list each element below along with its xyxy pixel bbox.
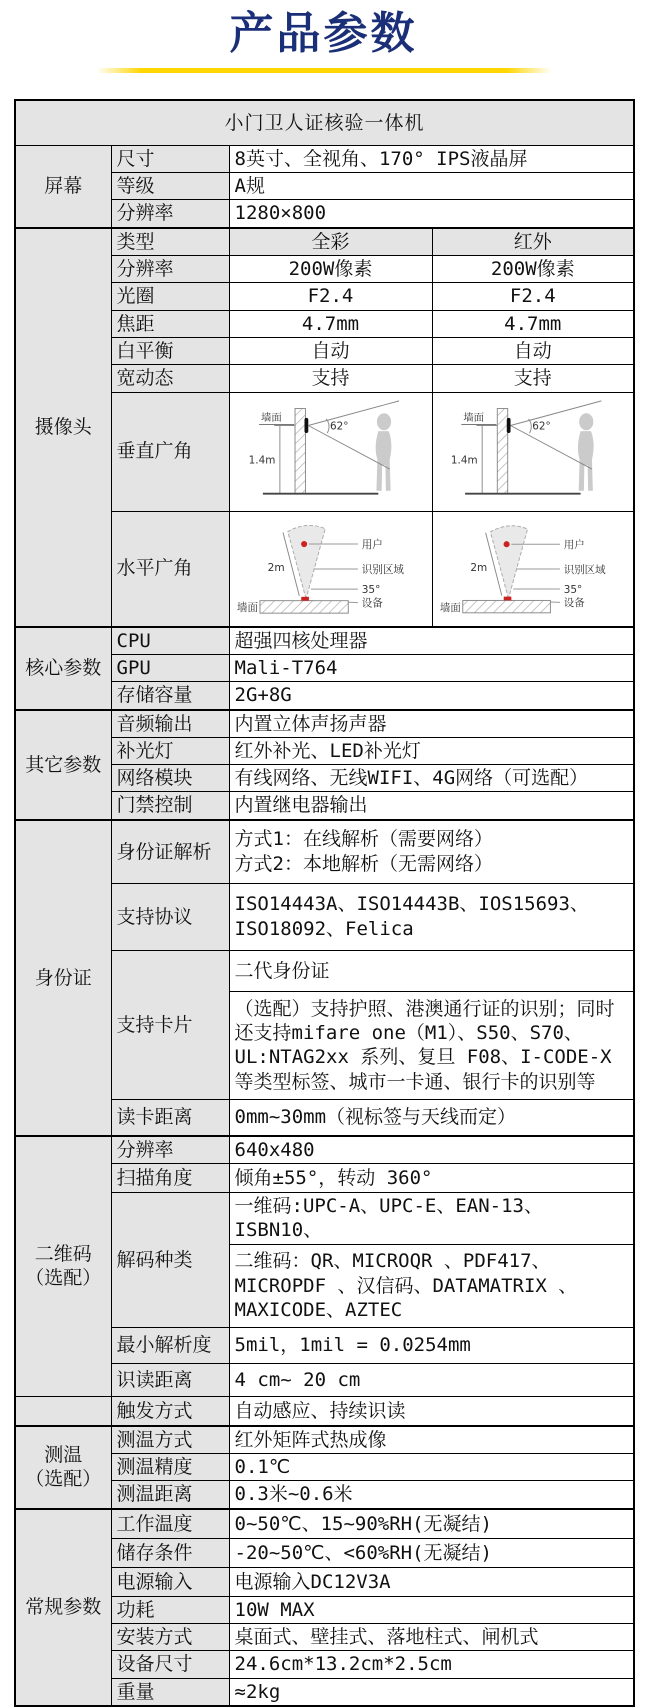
row-value: 2G+8G	[229, 682, 634, 710]
page-header	[0, 0, 647, 73]
row-label: 测温距离	[111, 1481, 229, 1509]
wall-label: 墙面	[260, 411, 282, 424]
row-value: 倾角±55°，转动 360°	[229, 1164, 634, 1193]
row-value: 8英寸、全视角、170° IPS液晶屏	[229, 145, 634, 172]
row-label: 解码种类	[111, 1193, 229, 1328]
row-value	[229, 392, 432, 511]
row-label: 身份证解析	[111, 820, 229, 884]
row-value	[432, 511, 634, 627]
person-icon	[375, 413, 391, 491]
row-label: 分辨率	[111, 1136, 229, 1164]
device-icon	[301, 596, 309, 600]
row-label: 设备尺寸	[111, 1651, 229, 1678]
row-label: 光圈	[111, 283, 229, 310]
row-label: 储存条件	[111, 1538, 229, 1567]
row-label: 触发方式	[111, 1396, 229, 1426]
row-value	[229, 820, 634, 884]
row-label: 存储容量	[111, 682, 229, 710]
row-label: 尺寸	[111, 145, 229, 172]
group-qrcode: 二维码 （选配）	[15, 1136, 111, 1396]
row-value: 0.1℃	[229, 1454, 634, 1481]
row-label: 测温方式	[111, 1426, 229, 1454]
group-idcard: 身份证	[15, 820, 111, 1136]
angle-label: 35°	[361, 583, 380, 596]
parse-mode-2: 方式2：本地解析（无需网络）	[234, 852, 493, 875]
vertical-angle-diagram	[438, 399, 629, 505]
camera-column-ir: 红外	[432, 228, 634, 256]
table-header: 小门卫人证核验一体机	[15, 100, 634, 146]
row-label: 网络模块	[111, 765, 229, 792]
row-label: 门禁控制	[111, 792, 229, 820]
camera-column-color: 全彩	[229, 228, 432, 256]
row-label: 分辨率	[111, 200, 229, 228]
group-core: 核心参数	[15, 627, 111, 710]
row-value: 一维码:UPC-A、UPC-E、EAN-13、ISBN10、	[229, 1193, 634, 1245]
row-label: 等级	[111, 173, 229, 200]
zone-label: 识别区域	[563, 563, 606, 576]
row-value: F2.4	[432, 283, 634, 310]
title-underline	[96, 68, 552, 73]
user-label: 用户	[361, 538, 383, 551]
angle-label: 62°	[531, 419, 551, 432]
user-dot-icon	[301, 541, 307, 547]
table-row	[15, 710, 634, 738]
row-label: CPU	[111, 627, 229, 655]
group-qrcode-spacer	[15, 1396, 111, 1426]
wall-label: 墙面	[462, 411, 484, 424]
row-value: 内置继电器输出	[229, 792, 634, 820]
row-value: 4 cm~ 20 cm	[229, 1363, 634, 1396]
wall-label: 墙面	[439, 601, 461, 614]
row-value: ISO14443A、ISO14443B、IOS15693、ISO18092、Felica	[229, 883, 634, 950]
height-label: 1.4m	[248, 453, 275, 466]
row-value: 0~50℃、15~90%RH(无凝结)	[229, 1509, 634, 1539]
row-value: （选配）支持护照、港澳通行证的识别；同时还支持mifare one（M1）、S50、S70、UL:NTAG2xx 系列、复旦 F08、I-CODE-X 等类型标签、城市一卡通、银行卡的识别等	[229, 991, 634, 1099]
row-value: 超强四核处理器	[229, 627, 634, 655]
camera-device-icon	[304, 418, 308, 433]
distance-label: 2m	[267, 561, 285, 574]
row-value: 4.7mm	[229, 310, 432, 337]
table-row	[15, 1509, 634, 1539]
row-label: 支持协议	[111, 883, 229, 950]
group-temp: 测温 （选配）	[15, 1426, 111, 1509]
row-label: 类型	[111, 228, 229, 256]
row-value: 200W像素	[432, 256, 634, 283]
group-screen: 屏幕	[15, 145, 111, 227]
row-label: 分辨率	[111, 256, 229, 283]
group-other: 其它参数	[15, 710, 111, 820]
table-row	[15, 145, 634, 172]
table-row	[15, 228, 634, 256]
page-title: 产品参数	[229, 8, 418, 59]
recognition-cone	[287, 525, 324, 598]
row-label: 电源输入	[111, 1567, 229, 1596]
row-label: 支持卡片	[111, 950, 229, 1099]
row-label: 重量	[111, 1678, 229, 1706]
wall-pole	[295, 408, 305, 493]
row-label: 音频输出	[111, 710, 229, 738]
row-label: 最小解析度	[111, 1327, 229, 1363]
row-value: ≈2kg	[229, 1678, 634, 1706]
row-value: F2.4	[229, 283, 432, 310]
row-label: 水平广角	[111, 511, 229, 627]
row-label: 补光灯	[111, 737, 229, 764]
group-camera: 摄像头	[15, 228, 111, 627]
row-value: 自动	[229, 337, 432, 364]
wall-pole	[497, 408, 507, 493]
row-value: 内置立体声扬声器	[229, 710, 634, 738]
user-label: 用户	[563, 538, 585, 551]
row-value: 200W像素	[229, 256, 432, 283]
angle-label: 35°	[563, 583, 582, 596]
row-value: Mali-T764	[229, 654, 634, 681]
zone-label: 识别区域	[361, 563, 404, 576]
parse-mode-1: 方式1：在线解析（需要网络）	[234, 828, 493, 851]
row-value: 电源输入DC12V3A	[229, 1567, 634, 1596]
table-row	[15, 1426, 634, 1454]
group-general: 常规参数	[15, 1509, 111, 1706]
row-value: 1280×800	[229, 200, 634, 228]
row-value: 红外矩阵式热成像	[229, 1426, 634, 1454]
row-label: 测温精度	[111, 1454, 229, 1481]
row-value: 有线网络、无线WIFI、4G网络（可选配）	[229, 765, 634, 792]
distance-label: 2m	[469, 561, 487, 574]
row-value	[432, 392, 634, 511]
row-label: 扫描角度	[111, 1164, 229, 1193]
row-value: A规	[229, 173, 634, 200]
device-icon	[503, 596, 511, 600]
row-value: 0.3米~0.6米	[229, 1481, 634, 1509]
height-label: 1.4m	[450, 453, 478, 466]
row-value: 0mm~30mm（视标签与天线而定）	[229, 1099, 634, 1136]
wall-label: 墙面	[236, 601, 258, 614]
horizontal-angle-diagram	[235, 516, 427, 622]
row-value: 二维码：QR、MICROQR 、PDF417、MICROPDF 、汉信码、DATAMATRIX 、MAXICODE、AZTEC	[229, 1244, 634, 1327]
user-dot-icon	[503, 541, 509, 547]
row-value: 支持	[432, 365, 634, 392]
spec-table	[14, 99, 635, 1707]
row-value: 640x480	[229, 1136, 634, 1164]
device-label: 设备	[563, 596, 585, 609]
table-row	[15, 100, 634, 146]
table-row	[15, 1136, 634, 1164]
horizontal-angle-diagram	[438, 516, 629, 622]
row-label: 焦距	[111, 310, 229, 337]
row-value: 桌面式、壁挂式、落地柱式、闸机式	[229, 1623, 634, 1650]
row-value: 自动	[432, 337, 634, 364]
table-row	[15, 1396, 634, 1426]
row-value	[229, 511, 432, 627]
row-label: 垂直广角	[111, 392, 229, 511]
row-value: 10W MAX	[229, 1596, 634, 1623]
row-label: 安装方式	[111, 1623, 229, 1650]
row-label: 识读距离	[111, 1363, 229, 1396]
device-label: 设备	[361, 597, 383, 610]
row-value: 支持	[229, 365, 432, 392]
row-label: GPU	[111, 654, 229, 681]
recognition-cone	[490, 525, 527, 598]
row-value: 自动感应、持续识读	[229, 1396, 634, 1426]
row-value: -20~50℃、<60%RH(无凝结)	[229, 1538, 634, 1567]
table-row	[15, 820, 634, 884]
wall-strip	[462, 600, 550, 612]
row-value: 红外补光、LED补光灯	[229, 737, 634, 764]
angle-label: 62°	[329, 419, 349, 432]
vertical-angle-diagram	[235, 399, 427, 505]
camera-device-icon	[506, 418, 510, 433]
person-icon	[577, 413, 593, 491]
row-label: 读卡距离	[111, 1099, 229, 1136]
row-value: 4.7mm	[432, 310, 634, 337]
row-label: 工作温度	[111, 1509, 229, 1539]
row-value: 二代身份证	[229, 950, 634, 991]
row-label: 宽动态	[111, 365, 229, 392]
row-value: 5mil，1mil = 0.0254mm	[229, 1327, 634, 1363]
row-value: 24.6cm*13.2cm*2.5cm	[229, 1651, 634, 1678]
wall-strip	[259, 600, 347, 612]
table-row	[15, 627, 634, 655]
row-label: 白平衡	[111, 337, 229, 364]
row-label: 功耗	[111, 1596, 229, 1623]
